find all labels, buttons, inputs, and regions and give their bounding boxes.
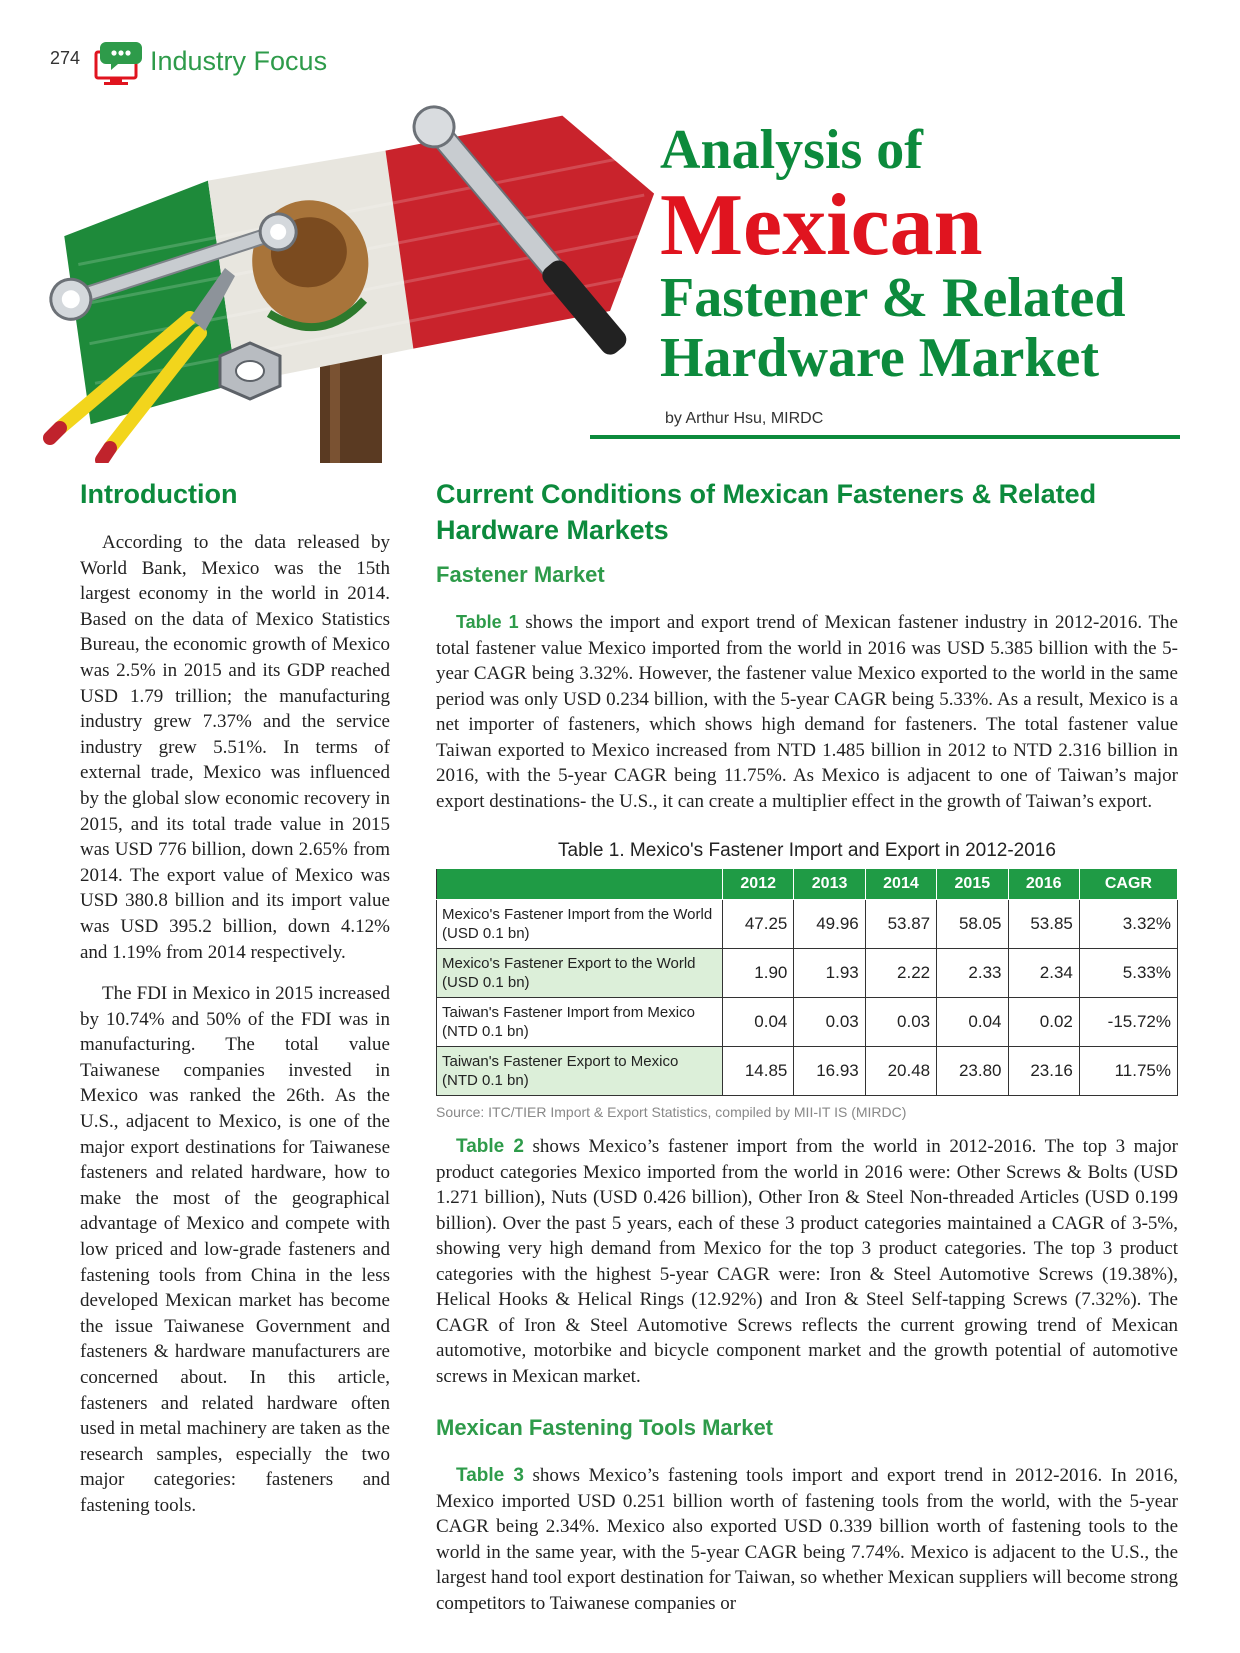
table-cell: 11.75%: [1079, 1047, 1177, 1096]
table-cell: 58.05: [937, 900, 1008, 949]
table-cell: 49.96: [794, 900, 865, 949]
table-row: [437, 900, 1178, 949]
table-1-ref: Table 1: [456, 612, 519, 632]
title-line-1: Analysis of: [660, 119, 923, 181]
intro-heading: Introduction: [80, 479, 238, 509]
table-header-cell: CAGR: [1079, 869, 1177, 900]
table-cell: 47.25: [723, 900, 794, 949]
table-cell: 2.34: [1008, 949, 1079, 998]
table-row: [437, 1047, 1178, 1096]
table-cell: -15.72%: [1079, 998, 1177, 1047]
table-cell: 16.93: [794, 1047, 865, 1096]
table-3-ref: Table 3: [456, 1465, 524, 1486]
table-cell: 2.22: [865, 949, 936, 998]
table-cell: 23.80: [937, 1047, 1008, 1096]
tools-paragraph-1-text: shows Mexico’s fastening tools import and export trend in 2012-2016. In 2016, Mexico imported USD 0.251 billion worth of fastening tools from the world, with the 5-year CAGR being 2.34%. Mexico also exported USD 0.339 billion worth of fastening tools to the world in the same year, with the 5-year CAGR being 7.74%. Mexico is adjacent to the U.S., the largest hand tool export destination for Taiwan, so whether Mexican suppliers will become strong competitors to Taiwanese companies or: [436, 1465, 1178, 1614]
page-number: 274: [50, 48, 81, 68]
table-header-row: [437, 869, 1178, 900]
fastener-paragraph-2: [436, 1134, 1178, 1389]
table-cell: 0.03: [794, 998, 865, 1047]
table-cell: 0.04: [937, 998, 1008, 1047]
fastening-tools-heading: Mexican Fastening Tools Market: [436, 1415, 774, 1440]
speech-bubble-monitor-icon: [92, 40, 144, 88]
row-label: Taiwan's Fastener Import from Mexico (NTD 0.1 bn): [437, 998, 723, 1047]
table-header-cell: 2012: [723, 869, 794, 900]
fastener-paragraph-1-text: shows the import and export trend of Mexican fastener industry in 2012-2016. The total fastener value Mexico imported from the world in 2016 was USD 5.385 billion with the 5-year CAGR being 3.32%. However, the fastener value Mexico exported to the world in the same period was only USD 0.234 billion, with the 5-year CAGR being 5.33%. As a result, Mexico is a net importer of fasteners, which shows high demand for fasteners. The total fastener value Taiwan exported to Mexico increased from NTD 1.485 billion in 2012 to NTD 2.316 billion in 2016, with the 5-year CAGR being 11.75%. As Mexico is adjacent to one of Taiwan’s major export destinations- the U.S., it can create a multiplier effect in the growth of Taiwan’s export.: [436, 612, 1178, 812]
table-cell: 14.85: [723, 1047, 794, 1096]
table-1-caption: Table 1. Mexico's Fastener Import and Export in 2012-2016: [558, 840, 1056, 861]
table-cell: 23.16: [1008, 1047, 1079, 1096]
table-cell: 53.87: [865, 900, 936, 949]
row-label: Taiwan's Fastener Export to Mexico (NTD 0.1 bn): [437, 1047, 723, 1096]
mexican-flag-signpost-with-tools: [40, 88, 660, 463]
intro-column: [80, 530, 390, 1519]
title-divider: [590, 435, 1180, 439]
table-1-source: Source: ITC/TIER Import & Export Statistics, compiled by MII-IT IS (MIRDC): [436, 1104, 907, 1120]
table-cell: 2.33: [937, 949, 1008, 998]
table-cell: 0.02: [1008, 998, 1079, 1047]
table-row: [437, 998, 1178, 1047]
table-2-ref: Table 2: [456, 1136, 524, 1157]
table-header-cell: 2016: [1008, 869, 1079, 900]
title-line-4: Hardware Market: [660, 327, 1100, 389]
row-label: Mexico's Fastener Import from the World (USD 0.1 bn): [437, 900, 723, 949]
table-header-cell: 2014: [865, 869, 936, 900]
table-header-blank: [437, 869, 723, 900]
section-label: Industry Focus: [150, 46, 328, 76]
main-column: [436, 476, 1178, 1616]
table-cell: 1.90: [723, 949, 794, 998]
table-cell: 0.04: [723, 998, 794, 1047]
table-cell: 20.48: [865, 1047, 936, 1096]
fastener-paragraph-2-text: shows Mexico’s fastener import from the world in 2012-2016. The top 3 major product categories Mexico imported from the world in 2016 were: Other Screws & Bolts (USD 1.271 billion), Nuts (USD 0.426 billion), Other Iron & Steel Non-threaded Articles (USD 0.199 billion). Over the past 5 years, each of these 3 product categories maintained a CAGR of 3-5%, showing very high demand from Mexico for the top 3 product categories. The top 3 product categories with the highest 5-year CAGR were: Iron & Steel Automotive Screws (19.38%), Helical Hooks & Helical Rings (12.92%) and Iron & Steel Self-tapping Screws (7.32%). The CAGR of Iron & Steel Automotive Screws reflects the current growing trend of Mexican automotive, motorbike and bicycle component market and the growth potential of automotive screws in Mexican market.: [436, 1136, 1178, 1387]
table-cell: 53.85: [1008, 900, 1079, 949]
table-cell: 5.33%: [1079, 949, 1177, 998]
table-cell: 3.32%: [1079, 900, 1177, 949]
intro-paragraph-2: The FDI in Mexico in 2015 increased by 10.74% and 50% of the FDI was in manufacturing. The total value Taiwanese companies invested in Mexico was ranked the 26th. As the U.S., adjacent to Mexico, is one of the major export destinations for Taiwanese fasteners and related hardware, how to make the most of the geographical advantage of Mexico and compete with low priced and low-grade fasteners and fastening tools from China in the less developed Mexican market has become the issue Taiwanese Government and fasteners & hardware manufacturers are concerned about. In this article, fasteners and related hardware often used in metal machinery are taken as the research samples, especially the two major categories: fasteners and fastening tools.: [80, 983, 390, 1516]
table-row: [437, 949, 1178, 998]
fastener-paragraph-1: [436, 610, 1178, 814]
fastener-market-heading: Fastener Market: [436, 562, 605, 587]
table-1: [436, 868, 1178, 1096]
row-label: Mexico's Fastener Export to the World (USD 0.1 bn): [437, 949, 723, 998]
table-cell: 0.03: [865, 998, 936, 1047]
tools-paragraph-1: [436, 1463, 1178, 1616]
table-cell: 1.93: [794, 949, 865, 998]
intro-paragraph-1: According to the data released by World Bank, Mexico was the 15th largest economy in the world in 2014. Based on the data of Mexico Statistics Bureau, the economic growth of Mexico was 2.5% in 2015 and its GDP reached USD 1.79 trillion; the manufacturing industry grew 7.37% and the service industry grew 5.51%. In terms of external trade, Mexico was influenced by the global slow economic recovery in 2015, and its total trade value in 2015 was USD 776 billion, down 2.65% from 2014. The export value of Mexico was USD 380.8 billion and its import value was USD 395.2 billion, down 4.12% and 1.19% from 2014 respectively.: [80, 532, 390, 963]
title-line-2: Mexican: [660, 177, 983, 274]
table-header-cell: 2015: [937, 869, 1008, 900]
current-conditions-heading: Current Conditions of Mexican Fasteners & Related Hardware Markets: [436, 479, 1097, 545]
table-header-cell: 2013: [794, 869, 865, 900]
title-line-3: Fastener & Related: [660, 267, 1126, 329]
byline: by Arthur Hsu, MIRDC: [665, 410, 824, 427]
